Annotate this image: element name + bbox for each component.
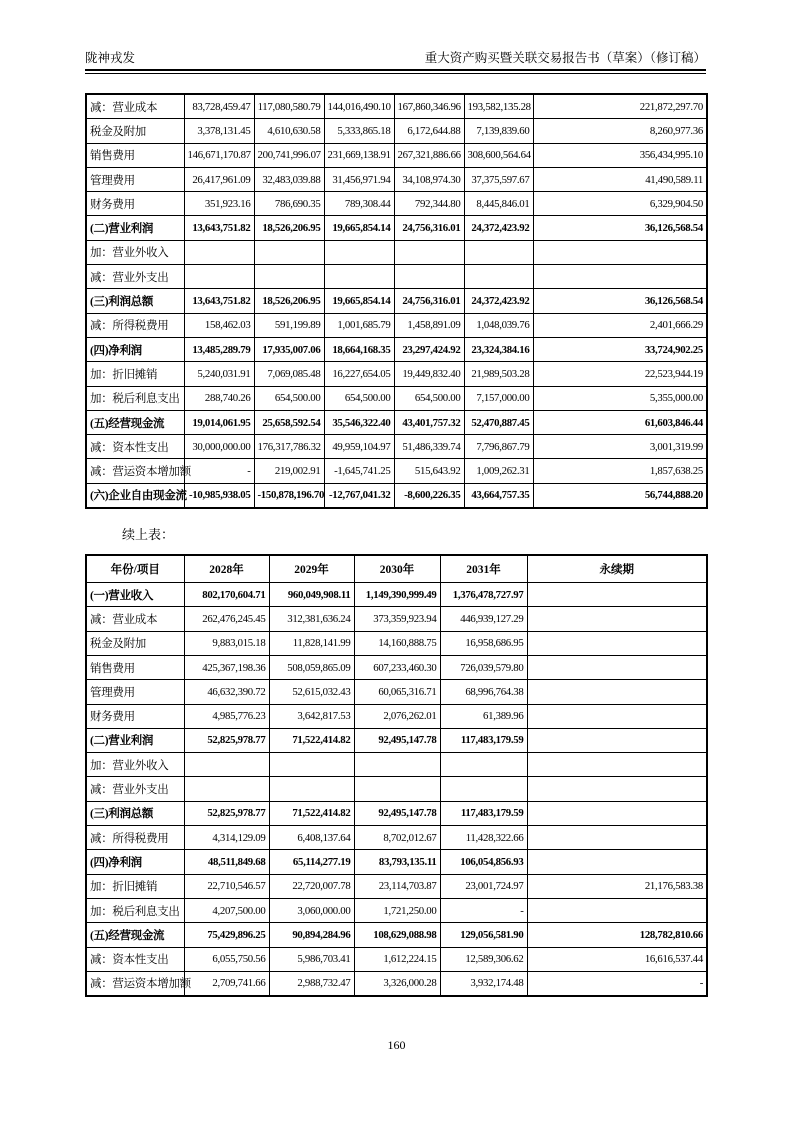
value-cell <box>254 240 324 264</box>
table-row <box>86 753 707 777</box>
value-cell: 221,872,297.70 <box>533 94 707 119</box>
value-cell: 2,709,741.66 <box>184 971 269 996</box>
value-cell: 267,321,886.66 <box>394 143 464 167</box>
row-label: 减：所得税费用 <box>86 313 184 337</box>
value-cell: 6,055,750.56 <box>184 947 269 971</box>
table-row <box>86 607 707 631</box>
value-cell: 144,016,490.10 <box>324 94 394 119</box>
value-cell: 9,883,015.18 <box>184 631 269 655</box>
table2-header-row <box>86 555 707 583</box>
value-cell: 26,417,961.09 <box>184 167 254 191</box>
value-cell: 65,114,277.19 <box>269 850 354 874</box>
row-label: (五)经营现金流 <box>86 923 184 947</box>
value-cell: 3,932,174.48 <box>440 971 527 996</box>
value-cell: 508,059,865.09 <box>269 655 354 679</box>
value-cell <box>527 728 707 752</box>
row-label: (二)营业利润 <box>86 216 184 240</box>
value-cell: 3,642,817.53 <box>269 704 354 728</box>
value-cell: 167,860,346.96 <box>394 94 464 119</box>
row-label: 加：折旧摊销 <box>86 874 184 898</box>
value-cell: 22,720,007.78 <box>269 874 354 898</box>
value-cell <box>354 753 440 777</box>
value-cell: 8,702,012.67 <box>354 826 440 850</box>
value-cell <box>184 240 254 264</box>
value-cell <box>527 631 707 655</box>
row-label: 加：折旧摊销 <box>86 362 184 386</box>
value-cell: 52,825,978.77 <box>184 801 269 825</box>
value-cell: 288,740.26 <box>184 386 254 410</box>
row-label: (四)净利润 <box>86 337 184 361</box>
column-header: 年份/项目 <box>86 555 184 583</box>
value-cell: 789,308.44 <box>324 192 394 216</box>
page-number: 160 <box>387 1038 406 1052</box>
value-cell <box>354 777 440 801</box>
value-cell: -150,878,196.70 <box>254 483 324 508</box>
row-label: 加：营业外收入 <box>86 240 184 264</box>
value-cell: 51,486,339.74 <box>394 435 464 459</box>
row-label: 销售费用 <box>86 655 184 679</box>
value-cell: 16,227,654.05 <box>324 362 394 386</box>
value-cell <box>527 704 707 728</box>
value-cell: 71,522,414.82 <box>269 801 354 825</box>
table-row <box>86 410 707 434</box>
value-cell: - <box>527 971 707 996</box>
continuation-label: 续上表： <box>122 527 175 543</box>
row-label: 减：营业外支出 <box>86 777 184 801</box>
value-cell: 3,001,319.99 <box>533 435 707 459</box>
value-cell: 18,526,206.95 <box>254 216 324 240</box>
value-cell <box>527 680 707 704</box>
value-cell: 46,632,390.72 <box>184 680 269 704</box>
value-cell: 312,381,636.24 <box>269 607 354 631</box>
column-header: 2031年 <box>440 555 527 583</box>
table-row <box>86 265 707 289</box>
value-cell: 22,523,944.19 <box>533 362 707 386</box>
table-row <box>86 192 707 216</box>
row-label: 减：所得税费用 <box>86 826 184 850</box>
value-cell <box>464 240 533 264</box>
value-cell <box>324 265 394 289</box>
value-cell: 92,495,147.78 <box>354 728 440 752</box>
header-left-title: 陇神戎发 <box>85 51 136 65</box>
value-cell: 17,935,007.06 <box>254 337 324 361</box>
value-cell: 6,408,137.64 <box>269 826 354 850</box>
value-cell: 262,476,245.45 <box>184 607 269 631</box>
row-label: 减：资本性支出 <box>86 435 184 459</box>
value-cell: 373,359,923.94 <box>354 607 440 631</box>
value-cell: 1,149,390,999.49 <box>354 583 440 607</box>
value-cell: 108,629,088.98 <box>354 923 440 947</box>
row-label: 税金及附加 <box>86 631 184 655</box>
value-cell: 14,160,888.75 <box>354 631 440 655</box>
financial-table-continued <box>85 93 708 509</box>
value-cell: 802,170,604.71 <box>184 583 269 607</box>
row-label: 销售费用 <box>86 143 184 167</box>
value-cell: 24,756,316.01 <box>394 289 464 313</box>
value-cell: 654,500.00 <box>324 386 394 410</box>
table-row <box>86 898 707 922</box>
value-cell: 83,728,459.47 <box>184 94 254 119</box>
value-cell: -8,600,226.35 <box>394 483 464 508</box>
value-cell: 176,317,786.32 <box>254 435 324 459</box>
table-row <box>86 143 707 167</box>
value-cell: 16,616,537.44 <box>527 947 707 971</box>
table-row <box>86 655 707 679</box>
value-cell: 591,199.89 <box>254 313 324 337</box>
table-row <box>86 289 707 313</box>
value-cell: 19,014,061.95 <box>184 410 254 434</box>
row-label: 税金及附加 <box>86 119 184 143</box>
page-content <box>85 0 706 997</box>
column-header: 永续期 <box>527 555 707 583</box>
value-cell: 231,669,138.91 <box>324 143 394 167</box>
value-cell: 446,939,127.29 <box>440 607 527 631</box>
value-cell: 7,069,085.48 <box>254 362 324 386</box>
row-label: 财务费用 <box>86 192 184 216</box>
value-cell: 52,470,887.45 <box>464 410 533 434</box>
value-cell: 11,828,141.99 <box>269 631 354 655</box>
row-label: 减：营业成本 <box>86 94 184 119</box>
value-cell: 1,376,478,727.97 <box>440 583 527 607</box>
row-label: (六)企业自由现金流 <box>86 483 184 508</box>
value-cell: 1,612,224.15 <box>354 947 440 971</box>
table-row <box>86 680 707 704</box>
value-cell: 43,401,757.32 <box>394 410 464 434</box>
value-cell: 75,429,896.25 <box>184 923 269 947</box>
value-cell: 33,724,902.25 <box>533 337 707 361</box>
value-cell <box>533 240 707 264</box>
value-cell <box>527 753 707 777</box>
table-row <box>86 240 707 264</box>
value-cell: 515,643.92 <box>394 459 464 483</box>
value-cell: 52,825,978.77 <box>184 728 269 752</box>
value-cell <box>440 753 527 777</box>
value-cell <box>527 898 707 922</box>
value-cell: 90,894,284.96 <box>269 923 354 947</box>
value-cell: 34,108,974.30 <box>394 167 464 191</box>
value-cell: 23,297,424.92 <box>394 337 464 361</box>
value-cell <box>269 777 354 801</box>
value-cell: 22,710,546.57 <box>184 874 269 898</box>
value-cell: 425,367,198.36 <box>184 655 269 679</box>
value-cell: 3,378,131.45 <box>184 119 254 143</box>
row-label: 加：税后利息支出 <box>86 898 184 922</box>
value-cell: 146,671,170.87 <box>184 143 254 167</box>
value-cell: 2,988,732.47 <box>269 971 354 996</box>
value-cell <box>527 850 707 874</box>
value-cell: 24,756,316.01 <box>394 216 464 240</box>
value-cell: 19,665,854.14 <box>324 289 394 313</box>
value-cell: 7,139,839.60 <box>464 119 533 143</box>
value-cell: 61,389.96 <box>440 704 527 728</box>
column-header: 2029年 <box>269 555 354 583</box>
table2-header <box>86 555 707 583</box>
table-row <box>86 337 707 361</box>
value-cell: 60,065,316.71 <box>354 680 440 704</box>
value-cell: 36,126,568.54 <box>533 289 707 313</box>
value-cell <box>527 801 707 825</box>
value-cell: 37,375,597.67 <box>464 167 533 191</box>
value-cell: 61,603,846.44 <box>533 410 707 434</box>
table-row <box>86 826 707 850</box>
column-header: 2030年 <box>354 555 440 583</box>
value-cell: 13,485,289.79 <box>184 337 254 361</box>
value-cell: 23,001,724.97 <box>440 874 527 898</box>
value-cell: 117,483,179.59 <box>440 801 527 825</box>
table1-body <box>86 94 707 508</box>
row-label: (五)经营现金流 <box>86 410 184 434</box>
value-cell <box>184 265 254 289</box>
page-footer <box>0 1038 793 1053</box>
value-cell: 106,054,856.93 <box>440 850 527 874</box>
value-cell <box>184 777 269 801</box>
table-row <box>86 801 707 825</box>
value-cell: 52,615,032.43 <box>269 680 354 704</box>
value-cell <box>394 265 464 289</box>
row-label: 减：营业外支出 <box>86 265 184 289</box>
table-row <box>86 362 707 386</box>
value-cell: 1,009,262.31 <box>464 459 533 483</box>
table-row <box>86 923 707 947</box>
table-row <box>86 947 707 971</box>
value-cell: 960,049,908.11 <box>269 583 354 607</box>
table-row <box>86 435 707 459</box>
value-cell <box>464 265 533 289</box>
row-label: (三)利润总额 <box>86 801 184 825</box>
value-cell: 6,329,904.50 <box>533 192 707 216</box>
value-cell: 30,000,000.00 <box>184 435 254 459</box>
table-row <box>86 728 707 752</box>
value-cell: 1,721,250.00 <box>354 898 440 922</box>
value-cell: 219,002.91 <box>254 459 324 483</box>
value-cell: 654,500.00 <box>394 386 464 410</box>
value-cell: 31,456,971.94 <box>324 167 394 191</box>
value-cell: 607,233,460.30 <box>354 655 440 679</box>
value-cell: 786,690.35 <box>254 192 324 216</box>
value-cell: 49,959,104.97 <box>324 435 394 459</box>
value-cell: 200,741,996.07 <box>254 143 324 167</box>
value-cell <box>394 240 464 264</box>
value-cell: - <box>184 459 254 483</box>
value-cell: 48,511,849.68 <box>184 850 269 874</box>
table-row <box>86 704 707 728</box>
value-cell: 726,039,579.80 <box>440 655 527 679</box>
value-cell: 8,260,977.36 <box>533 119 707 143</box>
table-row <box>86 167 707 191</box>
row-label: 减：营运资本增加额 <box>86 459 184 483</box>
value-cell: 193,582,135.28 <box>464 94 533 119</box>
value-cell: -12,767,041.32 <box>324 483 394 508</box>
value-cell <box>440 777 527 801</box>
financial-table-forecast <box>85 554 708 997</box>
value-cell: 92,495,147.78 <box>354 801 440 825</box>
row-label: 减：资本性支出 <box>86 947 184 971</box>
table2-body <box>86 583 707 997</box>
page-header <box>85 0 706 66</box>
value-cell <box>527 583 707 607</box>
value-cell: 117,483,179.59 <box>440 728 527 752</box>
value-cell <box>184 753 269 777</box>
row-label: 加：营业外收入 <box>86 753 184 777</box>
value-cell: 19,449,832.40 <box>394 362 464 386</box>
header-rule <box>85 69 706 74</box>
value-cell: 1,857,638.25 <box>533 459 707 483</box>
value-cell: 1,001,685.79 <box>324 313 394 337</box>
value-cell: 83,793,135.11 <box>354 850 440 874</box>
value-cell: 128,782,810.66 <box>527 923 707 947</box>
value-cell: 6,172,644.88 <box>394 119 464 143</box>
value-cell: 2,401,666.29 <box>533 313 707 337</box>
value-cell: 792,344.80 <box>394 192 464 216</box>
value-cell: 13,643,751.82 <box>184 216 254 240</box>
value-cell: 5,986,703.41 <box>269 947 354 971</box>
value-cell: 24,372,423.92 <box>464 289 533 313</box>
value-cell <box>527 826 707 850</box>
value-cell: 18,526,206.95 <box>254 289 324 313</box>
value-cell: 19,665,854.14 <box>324 216 394 240</box>
value-cell: 1,048,039.76 <box>464 313 533 337</box>
value-cell: 5,355,000.00 <box>533 386 707 410</box>
value-cell: 35,546,322.40 <box>324 410 394 434</box>
value-cell: 4,985,776.23 <box>184 704 269 728</box>
value-cell: 1,458,891.09 <box>394 313 464 337</box>
value-cell: 654,500.00 <box>254 386 324 410</box>
table-row <box>86 850 707 874</box>
row-label: 减：营业成本 <box>86 607 184 631</box>
value-cell: 7,796,867.79 <box>464 435 533 459</box>
value-cell: 4,207,500.00 <box>184 898 269 922</box>
value-cell: 23,114,703.87 <box>354 874 440 898</box>
table-row <box>86 777 707 801</box>
row-label: (三)利润总额 <box>86 289 184 313</box>
value-cell: 5,240,031.91 <box>184 362 254 386</box>
value-cell: 24,372,423.92 <box>464 216 533 240</box>
value-cell: 25,658,592.54 <box>254 410 324 434</box>
value-cell: 4,610,630.58 <box>254 119 324 143</box>
value-cell: 13,643,751.82 <box>184 289 254 313</box>
value-cell: 11,428,322.66 <box>440 826 527 850</box>
row-label: (二)营业利润 <box>86 728 184 752</box>
table-row <box>86 631 707 655</box>
table-row <box>86 483 707 508</box>
value-cell: 16,958,686.95 <box>440 631 527 655</box>
value-cell: 5,333,865.18 <box>324 119 394 143</box>
value-cell: -10,985,938.05 <box>184 483 254 508</box>
column-header: 2028年 <box>184 555 269 583</box>
value-cell: 7,157,000.00 <box>464 386 533 410</box>
value-cell: 158,462.03 <box>184 313 254 337</box>
row-label: 减：营运资本增加额 <box>86 971 184 996</box>
value-cell <box>324 240 394 264</box>
value-cell: -1,645,741.25 <box>324 459 394 483</box>
value-cell: 36,126,568.54 <box>533 216 707 240</box>
value-cell <box>527 607 707 631</box>
table-row <box>86 216 707 240</box>
value-cell <box>527 777 707 801</box>
row-label: 加：税后利息支出 <box>86 386 184 410</box>
value-cell: 3,060,000.00 <box>269 898 354 922</box>
table-row <box>86 313 707 337</box>
value-cell: 3,326,000.28 <box>354 971 440 996</box>
value-cell: - <box>440 898 527 922</box>
row-label: 财务费用 <box>86 704 184 728</box>
row-label: (四)净利润 <box>86 850 184 874</box>
row-label: (一)营业收入 <box>86 583 184 607</box>
value-cell: 68,996,764.38 <box>440 680 527 704</box>
value-cell: 129,056,581.90 <box>440 923 527 947</box>
table-row <box>86 874 707 898</box>
value-cell: 18,664,168.35 <box>324 337 394 361</box>
value-cell <box>533 265 707 289</box>
value-cell: 308,600,564.64 <box>464 143 533 167</box>
header-right-title: 重大资产购买暨关联交易报告书（草案）（修订稿） <box>424 51 706 65</box>
value-cell: 43,664,757.35 <box>464 483 533 508</box>
value-cell: 21,176,583.38 <box>527 874 707 898</box>
value-cell: 12,589,306.62 <box>440 947 527 971</box>
table-row <box>86 119 707 143</box>
value-cell: 117,080,580.79 <box>254 94 324 119</box>
table-row <box>86 583 707 607</box>
value-cell <box>254 265 324 289</box>
value-cell: 41,490,589.11 <box>533 167 707 191</box>
value-cell: 8,445,846.01 <box>464 192 533 216</box>
value-cell: 2,076,262.01 <box>354 704 440 728</box>
value-cell <box>269 753 354 777</box>
value-cell: 23,324,384.16 <box>464 337 533 361</box>
row-label: 管理费用 <box>86 167 184 191</box>
table-row <box>86 386 707 410</box>
value-cell <box>527 655 707 679</box>
value-cell: 356,434,995.10 <box>533 143 707 167</box>
value-cell: 21,989,503.28 <box>464 362 533 386</box>
value-cell: 71,522,414.82 <box>269 728 354 752</box>
table-row <box>86 94 707 119</box>
table-row <box>86 459 707 483</box>
value-cell: 32,483,039.88 <box>254 167 324 191</box>
row-label: 管理费用 <box>86 680 184 704</box>
value-cell: 351,923.16 <box>184 192 254 216</box>
table-row <box>86 971 707 996</box>
value-cell: 56,744,888.20 <box>533 483 707 508</box>
value-cell: 4,314,129.09 <box>184 826 269 850</box>
